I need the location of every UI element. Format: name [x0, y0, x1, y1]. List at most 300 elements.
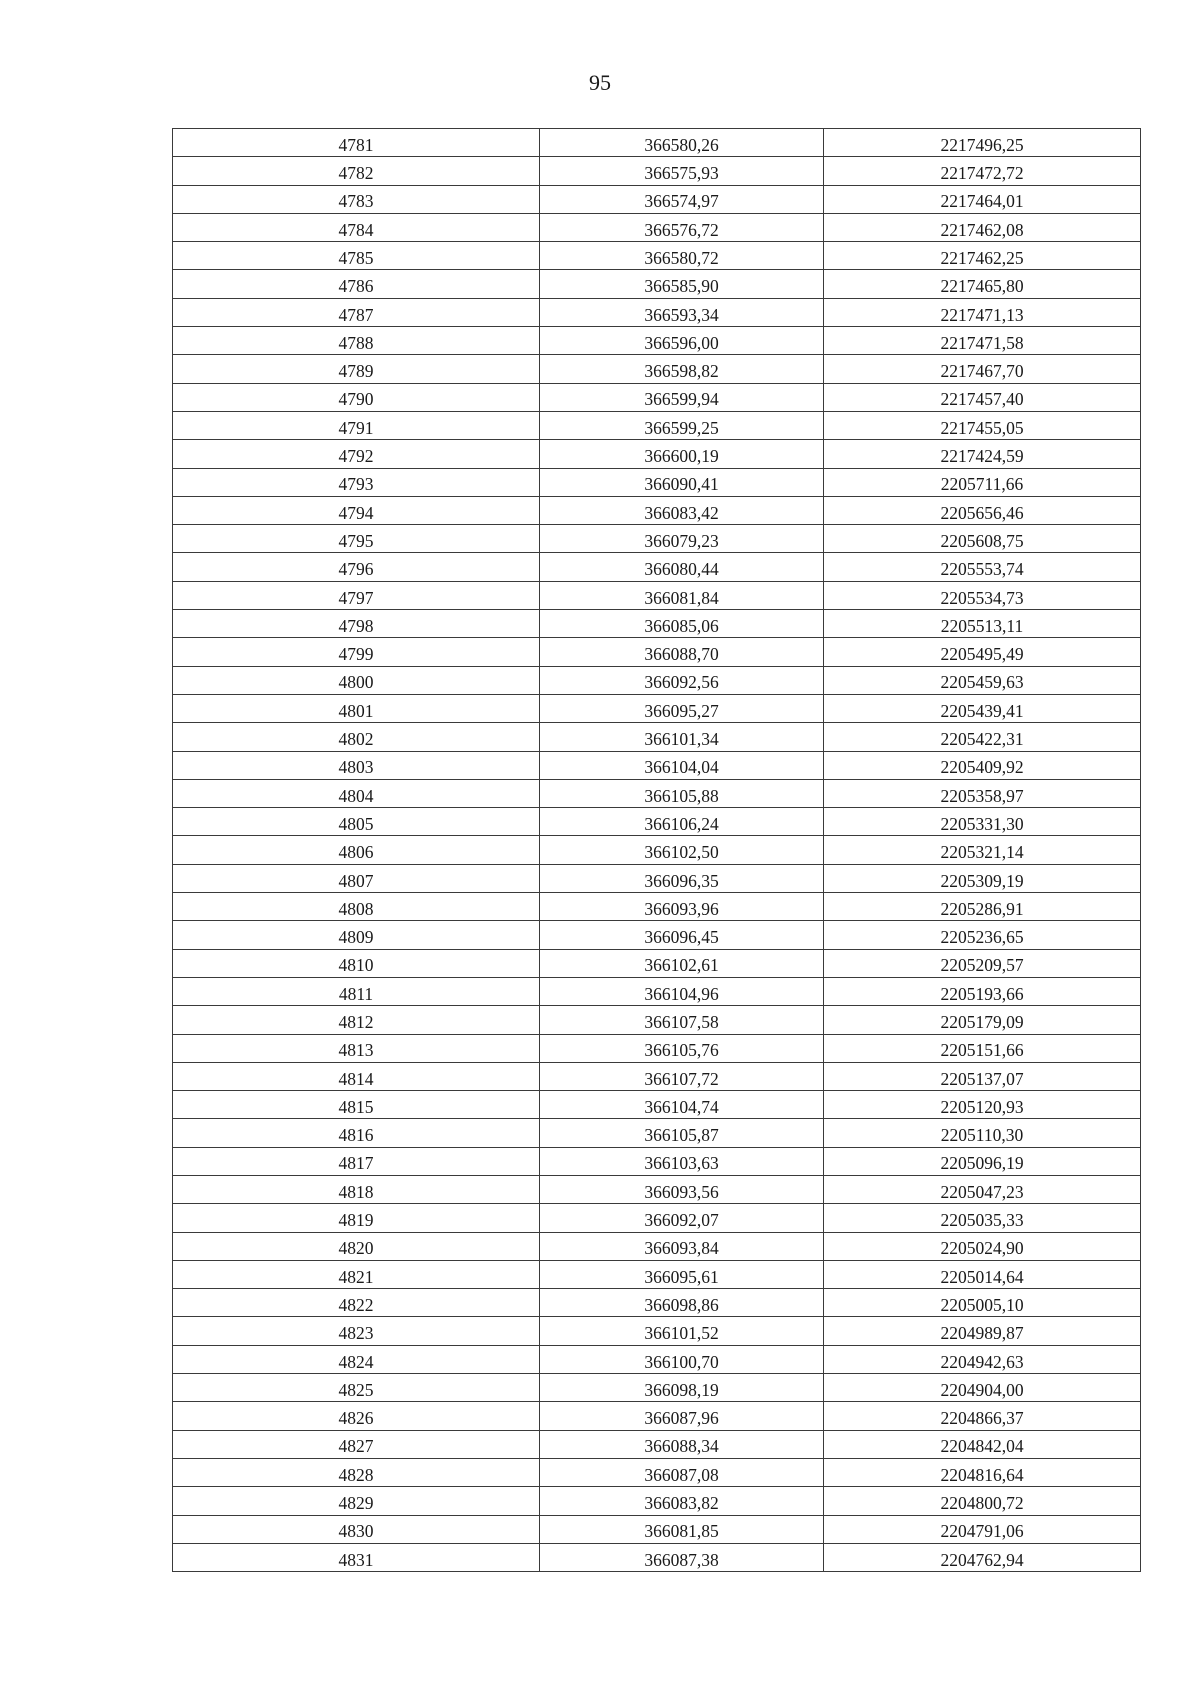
x-coordinate-cell	[540, 1260, 824, 1288]
cell-value: 2217472,72	[940, 163, 1024, 184]
point-number-cell	[173, 1317, 540, 1345]
cell-value: 4830	[338, 1521, 374, 1542]
cell-value: 2205321,14	[940, 842, 1024, 863]
y-coordinate-cell	[824, 327, 1141, 355]
x-coordinate-cell	[540, 1487, 824, 1515]
y-coordinate-cell	[824, 298, 1141, 326]
point-number-cell	[173, 779, 540, 807]
x-coordinate-cell	[540, 383, 824, 411]
x-coordinate-cell	[540, 468, 824, 496]
cell-value: 2205179,09	[940, 1012, 1024, 1032]
cell-value: 4813	[338, 1040, 374, 1061]
cell-value: 4791	[338, 417, 374, 438]
cell-value: 2204904,00	[940, 1379, 1024, 1400]
cell-value: 366087,08	[644, 1464, 719, 1485]
x-coordinate-cell	[540, 1458, 824, 1486]
cell-value: 366081,85	[644, 1521, 719, 1542]
cell-value: 366104,04	[644, 757, 719, 778]
cell-value: 2205024,90	[940, 1238, 1024, 1259]
point-number-cell	[173, 1006, 540, 1034]
table-row	[173, 242, 1141, 270]
cell-value: 366103,63	[644, 1153, 719, 1174]
x-coordinate-cell	[540, 1147, 824, 1175]
cell-value: 4795	[338, 530, 374, 551]
table-row	[173, 1147, 1141, 1175]
y-coordinate-cell	[824, 1402, 1141, 1430]
cell-value: 4812	[338, 1012, 374, 1032]
y-coordinate-cell	[824, 129, 1141, 157]
cell-value: 366101,52	[644, 1323, 719, 1344]
x-coordinate-cell	[540, 157, 824, 185]
y-coordinate-cell	[824, 157, 1141, 185]
cell-value: 366599,94	[644, 389, 719, 410]
table-row	[173, 129, 1141, 157]
cell-value: 2205005,10	[940, 1294, 1024, 1315]
cell-value: 366085,06	[644, 615, 719, 636]
point-number-cell	[173, 440, 540, 468]
x-coordinate-cell	[540, 1232, 824, 1260]
x-coordinate-cell	[540, 1006, 824, 1034]
x-coordinate-cell	[540, 213, 824, 241]
y-coordinate-cell	[824, 864, 1141, 892]
point-number-cell	[173, 355, 540, 383]
cell-value: 4783	[338, 191, 374, 212]
cell-value: 4802	[338, 729, 374, 750]
cell-value: 4829	[338, 1493, 374, 1514]
x-coordinate-cell	[540, 1402, 824, 1430]
x-coordinate-cell	[540, 411, 824, 439]
table-row	[173, 610, 1141, 638]
cell-value: 2205137,07	[940, 1068, 1024, 1089]
cell-value: 366596,00	[644, 332, 719, 353]
cell-value: 4804	[338, 785, 374, 806]
table-row	[173, 298, 1141, 326]
x-coordinate-cell	[540, 1034, 824, 1062]
x-coordinate-cell	[540, 1175, 824, 1203]
cell-value: 2205120,93	[940, 1096, 1024, 1117]
x-coordinate-cell	[540, 327, 824, 355]
cell-value: 4814	[338, 1068, 374, 1089]
cell-value: 2204800,72	[940, 1493, 1024, 1514]
cell-value: 4796	[338, 559, 374, 580]
point-number-cell	[173, 836, 540, 864]
table-row	[173, 1487, 1141, 1515]
table-row	[173, 949, 1141, 977]
cell-value: 4823	[338, 1323, 374, 1344]
cell-value: 4806	[338, 842, 374, 863]
table-row	[173, 581, 1141, 609]
cell-value: 2205459,63	[940, 672, 1024, 693]
cell-value: 2205110,30	[940, 1125, 1024, 1146]
cell-value: 366087,38	[644, 1549, 719, 1570]
y-coordinate-cell	[824, 496, 1141, 524]
point-number-cell	[173, 977, 540, 1005]
cell-value: 2205534,73	[940, 587, 1024, 608]
cell-value: 2205422,31	[940, 729, 1024, 750]
table-row	[173, 1062, 1141, 1090]
x-coordinate-cell	[540, 1317, 824, 1345]
point-number-cell	[173, 1543, 540, 1571]
cell-value: 366105,76	[644, 1040, 719, 1061]
cell-value: 4809	[338, 927, 374, 948]
cell-value: 366574,97	[644, 191, 719, 212]
table-row	[173, 157, 1141, 185]
y-coordinate-cell	[824, 751, 1141, 779]
x-coordinate-cell	[540, 1289, 824, 1317]
cell-value: 2204942,63	[940, 1351, 1024, 1372]
y-coordinate-cell	[824, 808, 1141, 836]
x-coordinate-cell	[540, 270, 824, 298]
x-coordinate-cell	[540, 694, 824, 722]
cell-value: 4787	[338, 304, 374, 325]
table-row	[173, 1430, 1141, 1458]
table-row	[173, 1345, 1141, 1373]
table-row	[173, 921, 1141, 949]
cell-value: 4817	[338, 1153, 374, 1174]
y-coordinate-cell	[824, 1260, 1141, 1288]
cell-value: 4824	[338, 1351, 374, 1372]
x-coordinate-cell	[540, 893, 824, 921]
point-number-cell	[173, 242, 540, 270]
x-coordinate-cell	[540, 1062, 824, 1090]
cell-value: 4786	[338, 276, 374, 297]
cell-value: 4821	[338, 1266, 374, 1287]
cell-value: 366081,84	[644, 587, 719, 608]
point-number-cell	[173, 298, 540, 326]
point-number-cell	[173, 610, 540, 638]
cell-value: 2205358,97	[940, 785, 1024, 806]
y-coordinate-cell	[824, 1204, 1141, 1232]
cell-value: 4789	[338, 361, 374, 382]
cell-value: 2205331,30	[940, 813, 1024, 834]
x-coordinate-cell	[540, 836, 824, 864]
cell-value: 2204842,04	[940, 1436, 1024, 1457]
cell-value: 366093,96	[644, 898, 719, 919]
table-row	[173, 694, 1141, 722]
cell-value: 4825	[338, 1379, 374, 1400]
point-number-cell	[173, 157, 540, 185]
table-row	[173, 1458, 1141, 1486]
point-number-cell	[173, 1260, 540, 1288]
x-coordinate-cell	[540, 666, 824, 694]
cell-value: 2205711,66	[940, 474, 1024, 495]
y-coordinate-cell	[824, 836, 1141, 864]
x-coordinate-cell	[540, 638, 824, 666]
y-coordinate-cell	[824, 270, 1141, 298]
point-number-cell	[173, 1458, 540, 1486]
cell-value: 366104,96	[644, 983, 719, 1004]
table-row	[173, 751, 1141, 779]
cell-value: 366575,93	[644, 163, 719, 184]
y-coordinate-cell	[824, 581, 1141, 609]
x-coordinate-cell	[540, 723, 824, 751]
cell-value: 4784	[338, 219, 374, 240]
point-number-cell	[173, 1034, 540, 1062]
table-row	[173, 779, 1141, 807]
x-coordinate-cell	[540, 808, 824, 836]
cell-value: 366102,50	[644, 842, 719, 863]
cell-value: 366585,90	[644, 276, 719, 297]
table-row	[173, 723, 1141, 751]
cell-value: 2217462,08	[940, 219, 1024, 240]
table-row	[173, 270, 1141, 298]
cell-value: 4831	[338, 1549, 374, 1570]
y-coordinate-cell	[824, 1006, 1141, 1034]
table-row	[173, 1543, 1141, 1571]
table-row	[173, 1232, 1141, 1260]
y-coordinate-cell	[824, 185, 1141, 213]
point-number-cell	[173, 1119, 540, 1147]
cell-value: 4794	[338, 502, 374, 523]
y-coordinate-cell	[824, 1034, 1141, 1062]
y-coordinate-cell	[824, 525, 1141, 553]
point-number-cell	[173, 666, 540, 694]
y-coordinate-cell	[824, 921, 1141, 949]
y-coordinate-cell	[824, 977, 1141, 1005]
y-coordinate-cell	[824, 1430, 1141, 1458]
cell-value: 4797	[338, 587, 374, 608]
cell-value: 366093,84	[644, 1238, 719, 1259]
x-coordinate-cell	[540, 525, 824, 553]
point-number-cell	[173, 1091, 540, 1119]
y-coordinate-cell	[824, 1289, 1141, 1317]
y-coordinate-cell	[824, 1515, 1141, 1543]
cell-value: 2205236,65	[940, 927, 1024, 948]
cell-value: 366100,70	[644, 1351, 719, 1372]
cell-value: 366095,27	[644, 700, 719, 721]
cell-value: 2205495,49	[940, 644, 1024, 665]
point-number-cell	[173, 1430, 540, 1458]
cell-value: 2217465,80	[940, 276, 1024, 297]
cell-value: 2205286,91	[940, 898, 1024, 919]
x-coordinate-cell	[540, 610, 824, 638]
x-coordinate-cell	[540, 751, 824, 779]
x-coordinate-cell	[540, 581, 824, 609]
point-number-cell	[173, 1147, 540, 1175]
y-coordinate-cell	[824, 1458, 1141, 1486]
point-number-cell	[173, 525, 540, 553]
x-coordinate-cell	[540, 355, 824, 383]
cell-value: 2205439,41	[940, 700, 1024, 721]
point-number-cell	[173, 1062, 540, 1090]
cell-value: 366576,72	[644, 219, 719, 240]
cell-value: 366107,58	[644, 1012, 719, 1032]
table-row	[173, 1175, 1141, 1203]
table-row	[173, 1119, 1141, 1147]
x-coordinate-cell	[540, 1204, 824, 1232]
table-row	[173, 213, 1141, 241]
cell-value: 4811	[338, 983, 374, 1004]
x-coordinate-cell	[540, 921, 824, 949]
cell-value: 2217424,59	[940, 446, 1024, 467]
table-row	[173, 1091, 1141, 1119]
cell-value: 2217496,25	[940, 134, 1024, 155]
point-number-cell	[173, 1204, 540, 1232]
cell-value: 366079,23	[644, 530, 719, 551]
cell-value: 366092,07	[644, 1210, 719, 1231]
x-coordinate-cell	[540, 1515, 824, 1543]
cell-value: 2204791,06	[940, 1521, 1024, 1542]
table-row	[173, 638, 1141, 666]
y-coordinate-cell	[824, 949, 1141, 977]
cell-value: 366593,34	[644, 304, 719, 325]
y-coordinate-cell	[824, 694, 1141, 722]
y-coordinate-cell	[824, 1147, 1141, 1175]
cell-value: 4801	[338, 700, 374, 721]
cell-value: 2205608,75	[940, 530, 1024, 551]
point-number-cell	[173, 1374, 540, 1402]
y-coordinate-cell	[824, 468, 1141, 496]
point-number-cell	[173, 383, 540, 411]
cell-value: 4785	[338, 247, 374, 268]
y-coordinate-cell	[824, 1119, 1141, 1147]
y-coordinate-cell	[824, 779, 1141, 807]
table-row	[173, 1204, 1141, 1232]
y-coordinate-cell	[824, 440, 1141, 468]
cell-value: 366104,74	[644, 1096, 719, 1117]
cell-value: 4803	[338, 757, 374, 778]
y-coordinate-cell	[824, 893, 1141, 921]
point-number-cell	[173, 270, 540, 298]
table-row	[173, 1289, 1141, 1317]
cell-value: 366090,41	[644, 474, 719, 495]
point-number-cell	[173, 921, 540, 949]
y-coordinate-cell	[824, 1232, 1141, 1260]
cell-value: 366600,19	[644, 446, 719, 467]
table-row	[173, 327, 1141, 355]
cell-value: 4826	[338, 1408, 374, 1429]
point-number-cell	[173, 723, 540, 751]
cell-value: 366598,82	[644, 361, 719, 382]
cell-value: 366080,44	[644, 559, 719, 580]
y-coordinate-cell	[824, 1345, 1141, 1373]
point-number-cell	[173, 694, 540, 722]
y-coordinate-cell	[824, 666, 1141, 694]
cell-value: 2204816,64	[940, 1464, 1024, 1485]
point-number-cell	[173, 638, 540, 666]
cell-value: 4810	[338, 955, 374, 976]
point-number-cell	[173, 864, 540, 892]
point-number-cell	[173, 1289, 540, 1317]
cell-value: 366106,24	[644, 813, 719, 834]
cell-value: 2205409,92	[940, 757, 1024, 778]
cell-value: 2205151,66	[940, 1040, 1024, 1061]
cell-value: 2217457,40	[940, 389, 1024, 410]
cell-value: 4819	[338, 1210, 374, 1231]
table-row	[173, 411, 1141, 439]
x-coordinate-cell	[540, 1091, 824, 1119]
cell-value: 366092,56	[644, 672, 719, 693]
x-coordinate-cell	[540, 1543, 824, 1571]
x-coordinate-cell	[540, 779, 824, 807]
cell-value: 366580,26	[644, 134, 719, 155]
point-number-cell	[173, 751, 540, 779]
cell-value: 366105,87	[644, 1125, 719, 1146]
x-coordinate-cell	[540, 496, 824, 524]
point-number-cell	[173, 893, 540, 921]
table-row	[173, 383, 1141, 411]
cell-value: 366098,86	[644, 1294, 719, 1315]
y-coordinate-cell	[824, 411, 1141, 439]
cell-value: 366083,82	[644, 1493, 719, 1514]
cell-value: 2205047,23	[940, 1181, 1024, 1202]
point-number-cell	[173, 129, 540, 157]
cell-value: 2217455,05	[940, 417, 1024, 438]
table-row	[173, 440, 1141, 468]
point-number-cell	[173, 949, 540, 977]
x-coordinate-cell	[540, 129, 824, 157]
cell-value: 2205309,19	[940, 870, 1024, 891]
y-coordinate-cell	[824, 1374, 1141, 1402]
cell-value: 2205209,57	[940, 955, 1024, 976]
cell-value: 4788	[338, 332, 374, 353]
y-coordinate-cell	[824, 383, 1141, 411]
x-coordinate-cell	[540, 977, 824, 1005]
point-number-cell	[173, 496, 540, 524]
table-row	[173, 1374, 1141, 1402]
point-number-cell	[173, 1515, 540, 1543]
table-row	[173, 468, 1141, 496]
cell-value: 366580,72	[644, 247, 719, 268]
cell-value: 4782	[338, 163, 374, 184]
cell-value: 366088,70	[644, 644, 719, 665]
table-row	[173, 977, 1141, 1005]
table-row	[173, 496, 1141, 524]
table-row	[173, 1260, 1141, 1288]
cell-value: 4808	[338, 898, 374, 919]
cell-value: 2217462,25	[940, 247, 1024, 268]
y-coordinate-cell	[824, 1062, 1141, 1090]
cell-value: 2205096,19	[940, 1153, 1024, 1174]
table-row	[173, 864, 1141, 892]
cell-value: 366096,35	[644, 870, 719, 891]
page-number: 95	[589, 70, 611, 95]
y-coordinate-cell	[824, 1487, 1141, 1515]
point-number-cell	[173, 553, 540, 581]
table-row	[173, 666, 1141, 694]
y-coordinate-cell	[824, 355, 1141, 383]
cell-value: 2217464,01	[940, 191, 1024, 212]
x-coordinate-cell	[540, 1374, 824, 1402]
x-coordinate-cell	[540, 553, 824, 581]
cell-value: 366098,19	[644, 1379, 719, 1400]
cell-value: 4828	[338, 1464, 374, 1485]
table-row	[173, 1402, 1141, 1430]
cell-value: 366096,45	[644, 927, 719, 948]
point-number-cell	[173, 808, 540, 836]
cell-value: 2204989,87	[940, 1323, 1024, 1344]
table-row	[173, 1006, 1141, 1034]
table-row	[173, 185, 1141, 213]
point-number-cell	[173, 185, 540, 213]
cell-value: 366093,56	[644, 1181, 719, 1202]
y-coordinate-cell	[824, 610, 1141, 638]
cell-value: 4790	[338, 389, 374, 410]
point-number-cell	[173, 581, 540, 609]
table-row	[173, 1515, 1141, 1543]
cell-value: 4800	[338, 672, 374, 693]
x-coordinate-cell	[540, 949, 824, 977]
y-coordinate-cell	[824, 1543, 1141, 1571]
cell-value: 366083,42	[644, 502, 719, 523]
cell-value: 2205193,66	[940, 983, 1024, 1004]
table-row	[173, 808, 1141, 836]
cell-value: 4805	[338, 813, 374, 834]
coordinates-table	[172, 128, 1141, 1572]
point-number-cell	[173, 1345, 540, 1373]
point-number-cell	[173, 1402, 540, 1430]
y-coordinate-cell	[824, 213, 1141, 241]
